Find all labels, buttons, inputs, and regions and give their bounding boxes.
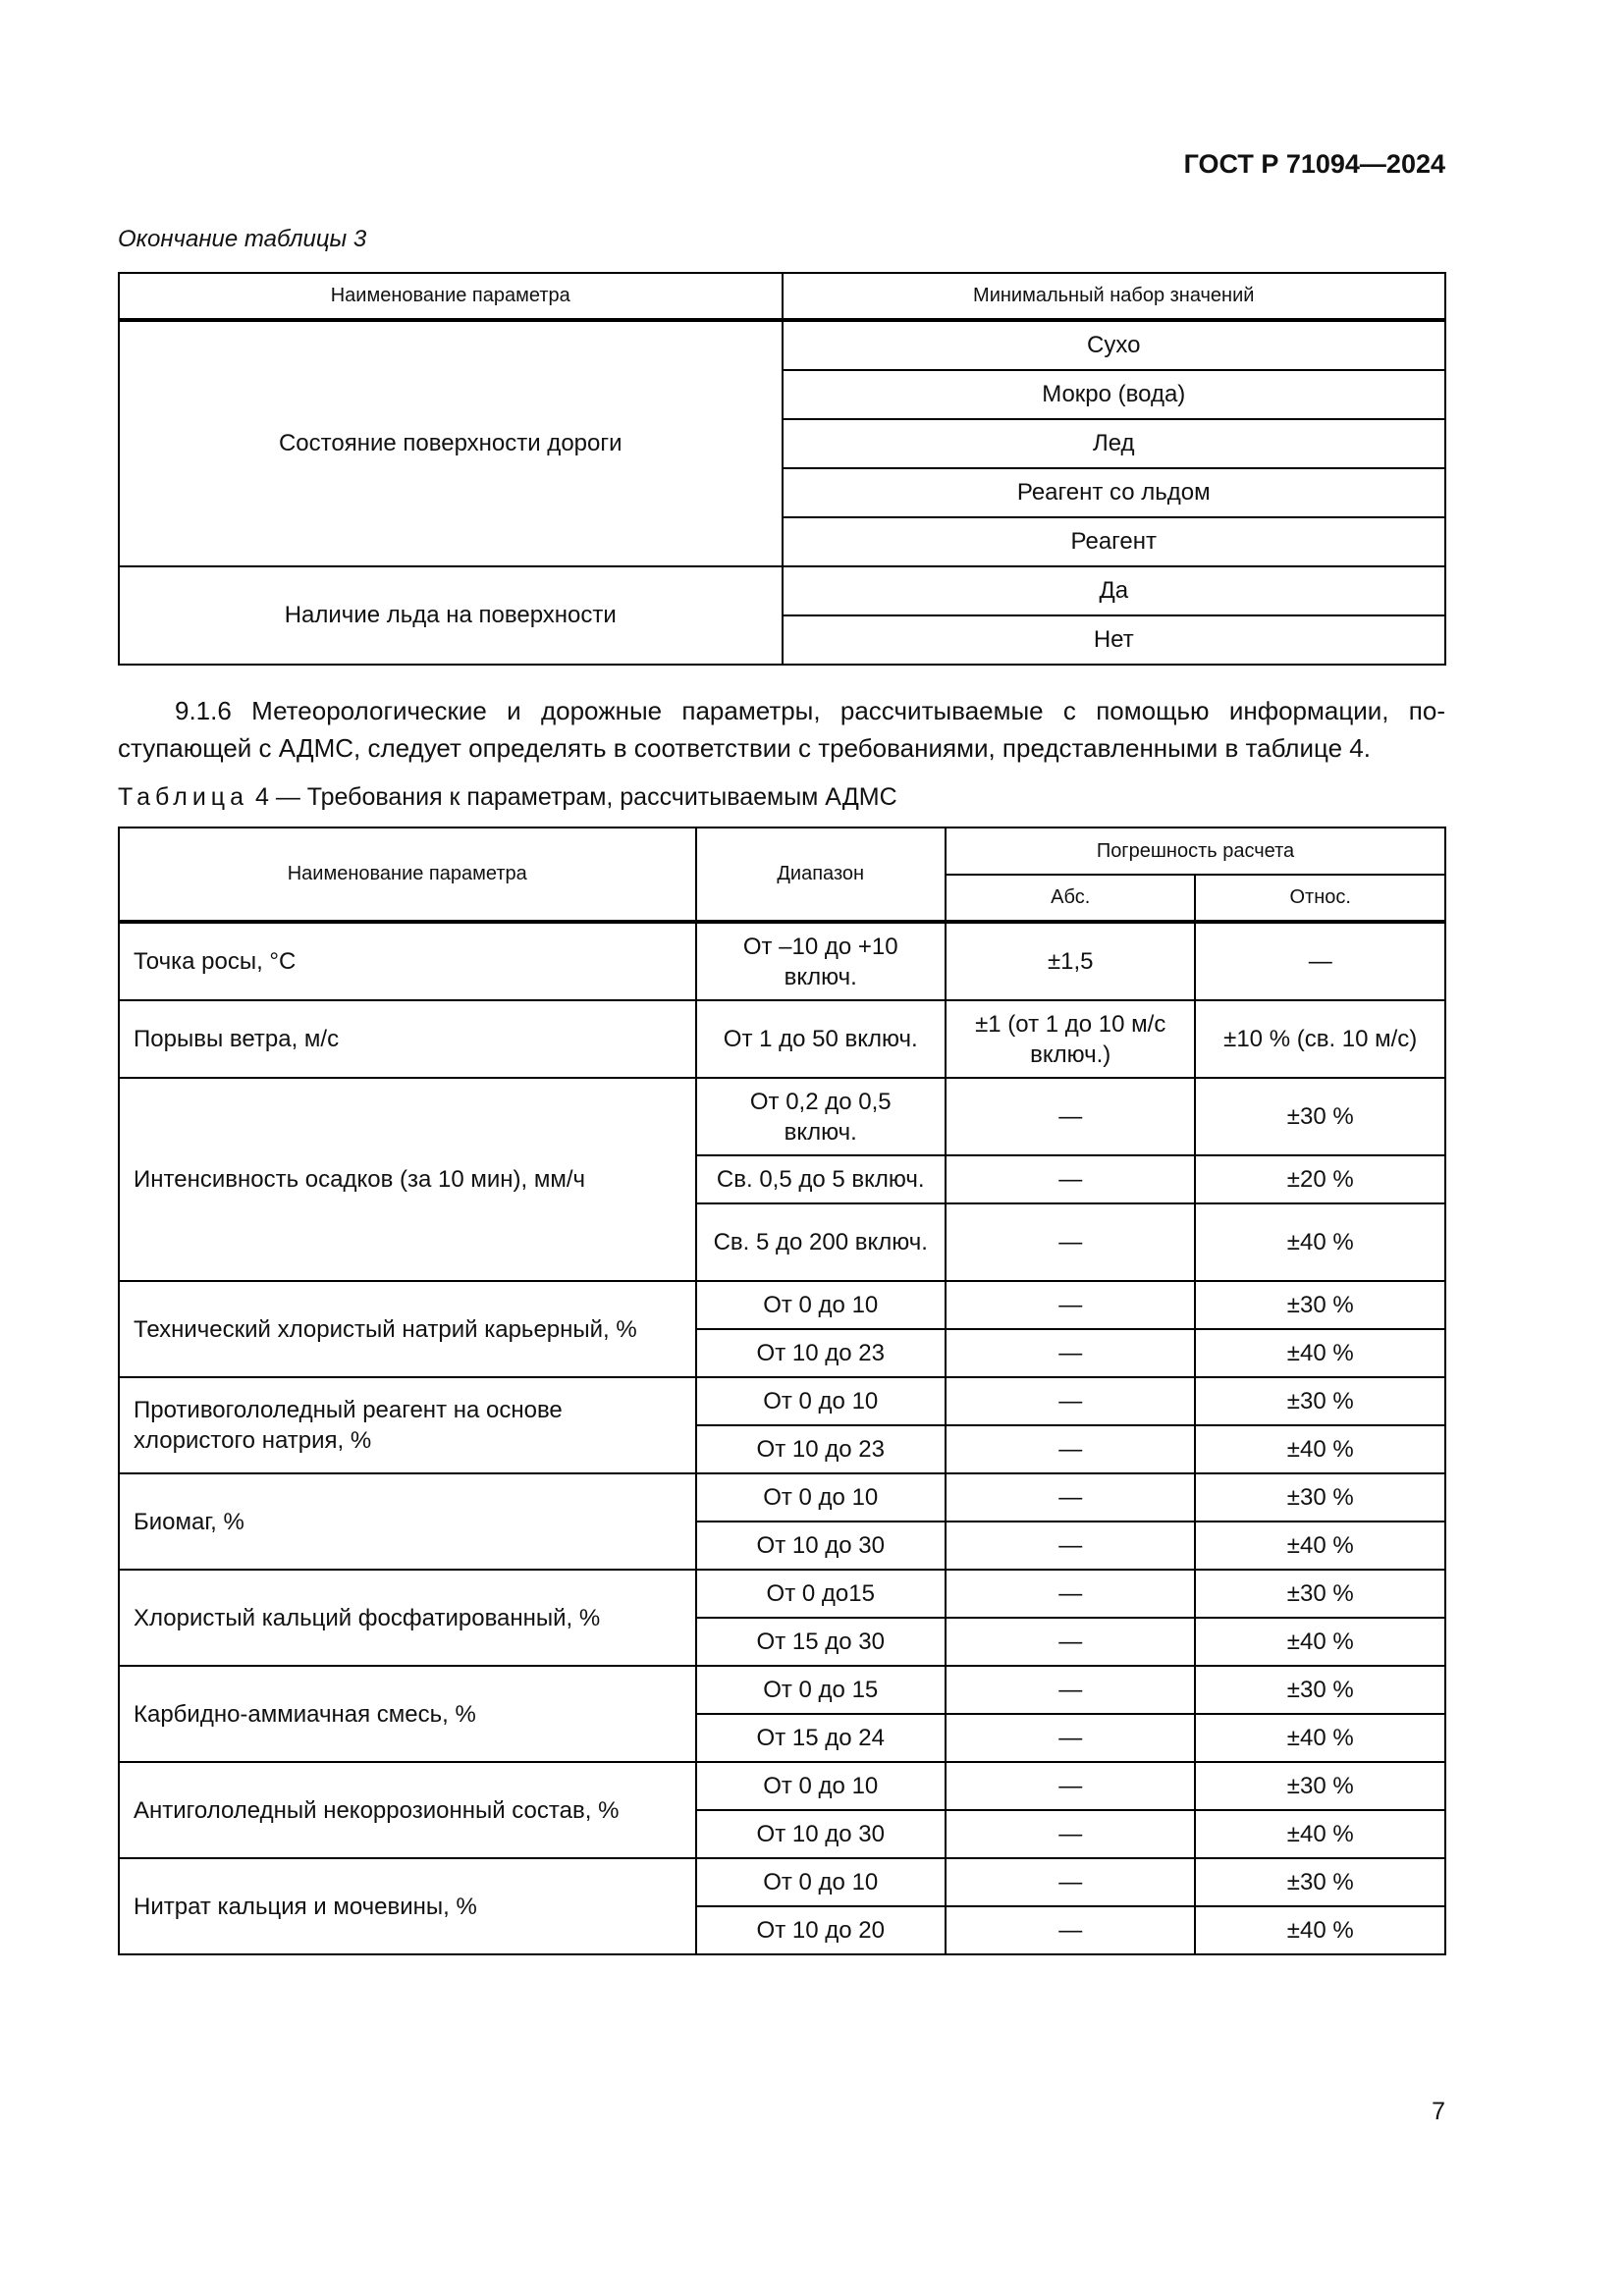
table4-abs-error: —	[946, 1522, 1195, 1570]
table4-range: От 0 до 10	[696, 1281, 946, 1329]
table4-range: От 10 до 23	[696, 1425, 946, 1473]
table3-value: Сухо	[783, 320, 1446, 370]
table4-rel-error: ±30 %	[1195, 1666, 1445, 1714]
table4-caption	[118, 783, 897, 812]
table4-rel-error: ±40 %	[1195, 1203, 1445, 1281]
table4-parameter-name: Антигололедный некоррозионный состав, %	[119, 1762, 696, 1858]
table4-rel-error: ±40 %	[1195, 1714, 1445, 1762]
table3-value: Лед	[783, 419, 1446, 468]
table4-range: От 0 до 15	[696, 1666, 946, 1714]
table4-parameter-name: Биомаг, %	[119, 1473, 696, 1570]
table4-parameter-name: Интенсивность осадков (за 10 мин), мм/ч	[119, 1078, 696, 1281]
table4-abs-error: —	[946, 1762, 1195, 1810]
table4-abs-error: —	[946, 1618, 1195, 1666]
table4-range: От 0 до 10	[696, 1858, 946, 1906]
paragraph-9-1-6	[118, 692, 1445, 767]
table3-value: Мокро (вода)	[783, 370, 1446, 419]
table3-parameter-name: Наличие льда на поверхности	[119, 566, 783, 665]
table4-caption-text: 4 — Требования к параметрам, рассчитываемым АДМС	[248, 783, 897, 811]
paragraph-line: 9.1.6 Метеорологические и дорожные параметры, рассчитываемые с помощью информации, по-	[175, 696, 1445, 725]
table4-header-rel: Относ.	[1195, 875, 1445, 922]
table4-range: От 10 до 23	[696, 1329, 946, 1377]
table3-value: Реагент	[783, 517, 1446, 566]
table4-range: Св. 5 до 200 включ.	[696, 1203, 946, 1281]
table3-caption: Окончание таблицы 3	[118, 226, 367, 252]
table4-abs-error: —	[946, 1155, 1195, 1203]
table4-abs-error: —	[946, 1906, 1195, 1954]
table4-rel-error: ±30 %	[1195, 1078, 1445, 1155]
table4-range: От –10 до +10 включ.	[696, 922, 946, 1000]
table4-rel-error: ±40 %	[1195, 1329, 1445, 1377]
table4-abs-error: —	[946, 1281, 1195, 1329]
table4-row	[119, 1666, 1445, 1714]
table4-rel-error: ±40 %	[1195, 1522, 1445, 1570]
table3-value: Нет	[783, 615, 1446, 665]
table4-range: От 0 до 10	[696, 1762, 946, 1810]
table4-row	[119, 1473, 1445, 1522]
table4-range: От 15 до 24	[696, 1714, 946, 1762]
table4-rel-error: ±40 %	[1195, 1906, 1445, 1954]
table4-header-error: Погрешность расчета	[946, 828, 1445, 875]
table3-value: Да	[783, 566, 1446, 615]
table3-value: Реагент со льдом	[783, 468, 1446, 517]
table4-range: От 10 до 30	[696, 1810, 946, 1858]
table4-parameter-name: Технический хлористый натрий карьерный, %	[119, 1281, 696, 1377]
table4-rel-error: ±40 %	[1195, 1618, 1445, 1666]
table4-header-abs: Абс.	[946, 875, 1195, 922]
table4-rel-error: ±20 %	[1195, 1155, 1445, 1203]
table4-rel-error: ±40 %	[1195, 1810, 1445, 1858]
table4-rel-error: ±30 %	[1195, 1473, 1445, 1522]
table4-parameter-name: Карбидно-аммиачная смесь, %	[119, 1666, 696, 1762]
table4-range: От 0 до 10	[696, 1473, 946, 1522]
table4-row	[119, 1858, 1445, 1906]
table4-range: От 1 до 50 включ.	[696, 1000, 946, 1078]
document-number: ГОСТ Р 71094—2024	[1183, 149, 1445, 179]
table4-abs-error: —	[946, 1810, 1195, 1858]
table4-rel-error: ±30 %	[1195, 1858, 1445, 1906]
table4-row	[119, 1078, 1445, 1155]
table4-rel-error: ±30 %	[1195, 1570, 1445, 1618]
table4-rel-error: ±40 %	[1195, 1425, 1445, 1473]
table3-header-name: Наименование параметра	[119, 273, 783, 320]
table4-range: От 10 до 30	[696, 1522, 946, 1570]
table3-parameter-name: Состояние поверхности дороги	[119, 320, 783, 566]
page-number: 7	[1432, 2098, 1445, 2125]
table4-parameter-name: Противогололедный реагент на основе хлористого натрия, %	[119, 1377, 696, 1473]
table3-header-values: Минимальный набор значений	[783, 273, 1446, 320]
table4-rel-error: ±30 %	[1195, 1281, 1445, 1329]
table4-range: От 0,2 до 0,5 включ.	[696, 1078, 946, 1155]
table4-range: От 10 до 20	[696, 1906, 946, 1954]
table4-rel-error: ±30 %	[1195, 1762, 1445, 1810]
table4-rel-error: ±10 % (св. 10 м/с)	[1195, 1000, 1445, 1078]
paragraph-line: ступающей с АДМС, следует определять в соответствии с требованиями, представленными в таблице 4.	[118, 733, 1371, 763]
table4-abs-error: —	[946, 1377, 1195, 1425]
table4-row	[119, 1377, 1445, 1425]
table4-abs-error: —	[946, 1203, 1195, 1281]
table4-row	[119, 1000, 1445, 1078]
table4-abs-error: —	[946, 1858, 1195, 1906]
table4-abs-error: —	[946, 1473, 1195, 1522]
table4-caption-label: Таблица	[118, 783, 249, 811]
table4-parameter-name: Нитрат кальция и мочевины, %	[119, 1858, 696, 1954]
table4-row	[119, 1762, 1445, 1810]
table4-rel-error: ±30 %	[1195, 1377, 1445, 1425]
table4-range: От 0 до 10	[696, 1377, 946, 1425]
table4-header-name: Наименование параметра	[119, 828, 696, 922]
table4-range: От 0 до15	[696, 1570, 946, 1618]
table4-abs-error: —	[946, 1714, 1195, 1762]
table4-abs-error: —	[946, 1666, 1195, 1714]
table4-abs-error: ±1 (от 1 до 10 м/с включ.)	[946, 1000, 1195, 1078]
table4-parameter-name: Точка росы, °С	[119, 922, 696, 1000]
table4-rel-error: —	[1195, 922, 1445, 1000]
table-3	[118, 272, 1446, 666]
table4-abs-error: —	[946, 1078, 1195, 1155]
table4-row	[119, 1570, 1445, 1618]
table4-row	[119, 1281, 1445, 1329]
table4-abs-error: —	[946, 1425, 1195, 1473]
table4-abs-error: —	[946, 1570, 1195, 1618]
table-4	[118, 827, 1446, 1955]
table4-abs-error: —	[946, 1329, 1195, 1377]
table4-parameter-name: Хлористый кальций фосфатированный, %	[119, 1570, 696, 1666]
table4-row	[119, 922, 1445, 1000]
table4-range: Св. 0,5 до 5 включ.	[696, 1155, 946, 1203]
table4-abs-error: ±1,5	[946, 922, 1195, 1000]
table4-parameter-name: Порывы ветра, м/с	[119, 1000, 696, 1078]
table4-header-range: Диапазон	[696, 828, 946, 922]
table4-range: От 15 до 30	[696, 1618, 946, 1666]
